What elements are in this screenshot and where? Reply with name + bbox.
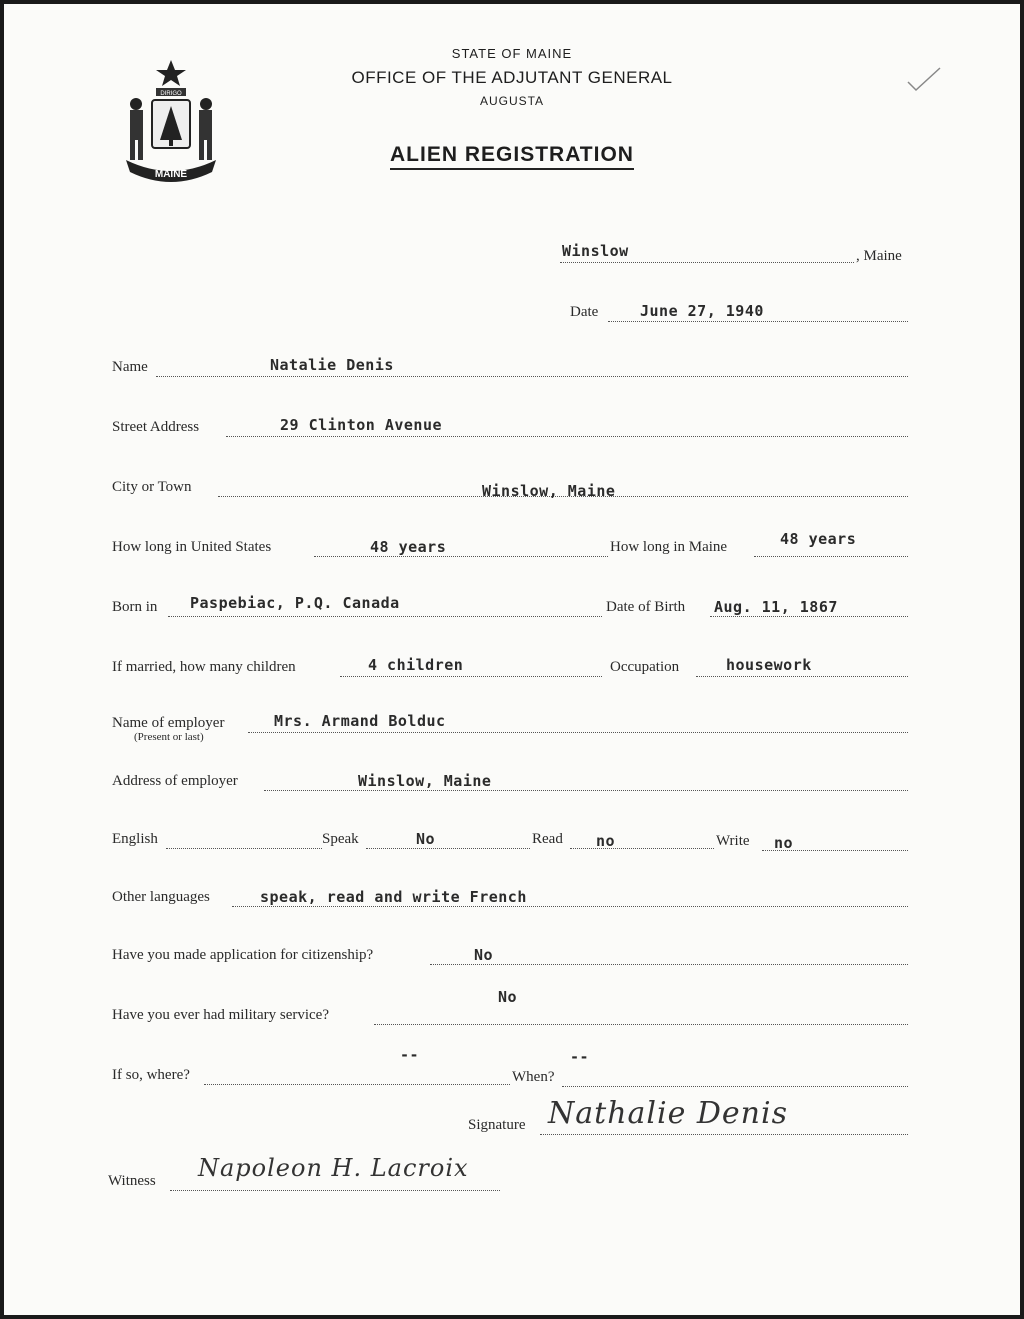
dob-label: Date of Birth — [606, 599, 686, 615]
us-years-value: 48 years — [370, 538, 447, 556]
when-label: When? — [512, 1069, 555, 1085]
street-value: 29 Clinton Avenue — [280, 416, 443, 434]
employer-line — [248, 732, 908, 733]
when-line — [562, 1086, 908, 1087]
english-label: English — [112, 831, 158, 847]
occupation-value: housework — [726, 656, 812, 674]
where-label: If so, where? — [112, 1067, 190, 1083]
name-value: Natalie Denis — [270, 356, 394, 374]
name-label: Name — [112, 359, 148, 375]
citizenship-label: Have you made application for citizenship? — [112, 947, 374, 963]
signature-value: Nathalie Denis — [548, 1096, 788, 1131]
date-value: June 27, 1940 — [640, 302, 764, 320]
city-value: Winslow, Maine — [482, 482, 616, 500]
us-years-label: How long in United States — [112, 539, 272, 555]
form-title: ALIEN REGISTRATION — [4, 143, 1020, 167]
born-in-value: Paspebiac, P.Q. Canada — [190, 594, 400, 612]
when-value: -- — [570, 1048, 590, 1066]
witness-label: Witness — [108, 1173, 156, 1189]
header-state: STATE OF MAINE — [451, 46, 573, 61]
street-line — [226, 436, 908, 437]
born-in-label: Born in — [112, 599, 158, 615]
children-value: 4 children — [368, 656, 464, 674]
read-value: no — [596, 832, 616, 850]
header-city: AUGUSTA — [479, 94, 545, 108]
seal-motto: DIRIGO — [160, 91, 182, 97]
citizenship-line — [430, 964, 908, 965]
maine-years-label: How long in Maine — [610, 539, 728, 555]
registration-form — [4, 4, 1020, 1315]
signature-line — [540, 1134, 908, 1135]
employer-address-value: Winslow, Maine — [358, 772, 492, 790]
employer-address-label: Address of employer — [112, 773, 238, 789]
seal-banner: MAINE — [154, 169, 188, 180]
citizenship-value: No — [474, 946, 494, 964]
occupation-label: Occupation — [610, 659, 680, 675]
signature-label: Signature — [468, 1117, 526, 1133]
speak-label: Speak — [322, 831, 359, 847]
employer-label: Name of employer — [112, 715, 225, 731]
dob-value: Aug. 11, 1867 — [714, 598, 838, 616]
employer-sublabel: (Present or last) — [134, 731, 204, 743]
read-line — [570, 848, 714, 849]
name-line — [156, 376, 908, 377]
maine-years-value: 48 years — [780, 530, 857, 548]
military-line — [374, 1024, 908, 1025]
military-label: Have you ever had military service? — [112, 1007, 329, 1023]
write-label: Write — [716, 833, 750, 849]
born-in-line — [168, 616, 602, 617]
where-value: -- — [400, 1046, 420, 1064]
street-label: Street Address — [112, 419, 200, 435]
other-languages-line — [232, 906, 908, 907]
header-office: OFFICE OF THE ADJUTANT GENERAL — [351, 68, 673, 87]
town-value: Winslow — [562, 242, 629, 260]
employer-value: Mrs. Armand Bolduc — [274, 712, 446, 730]
date-line — [608, 321, 908, 322]
date-label: Date — [570, 304, 599, 320]
employer-address-line — [264, 790, 908, 791]
other-languages-label: Other languages — [112, 889, 210, 905]
read-label: Read — [532, 831, 563, 847]
witness-line — [170, 1190, 500, 1191]
children-line — [340, 676, 602, 677]
town-line — [560, 262, 854, 263]
maine-years-line — [754, 556, 908, 557]
town-suffix: , Maine — [856, 248, 902, 264]
occupation-line — [696, 676, 908, 677]
write-value: no — [774, 834, 794, 852]
speak-line — [366, 848, 530, 849]
military-value: No — [498, 988, 518, 1006]
dob-line — [710, 616, 908, 617]
other-languages-value: speak, read and write French — [260, 888, 527, 906]
english-line — [166, 848, 322, 849]
us-years-line — [314, 556, 608, 557]
children-label: If married, how many children — [112, 659, 296, 675]
where-line — [204, 1084, 510, 1085]
city-label: City or Town — [112, 479, 192, 495]
speak-value: No — [416, 830, 436, 848]
witness-value: Napoleon H. Lacroix — [198, 1154, 469, 1182]
